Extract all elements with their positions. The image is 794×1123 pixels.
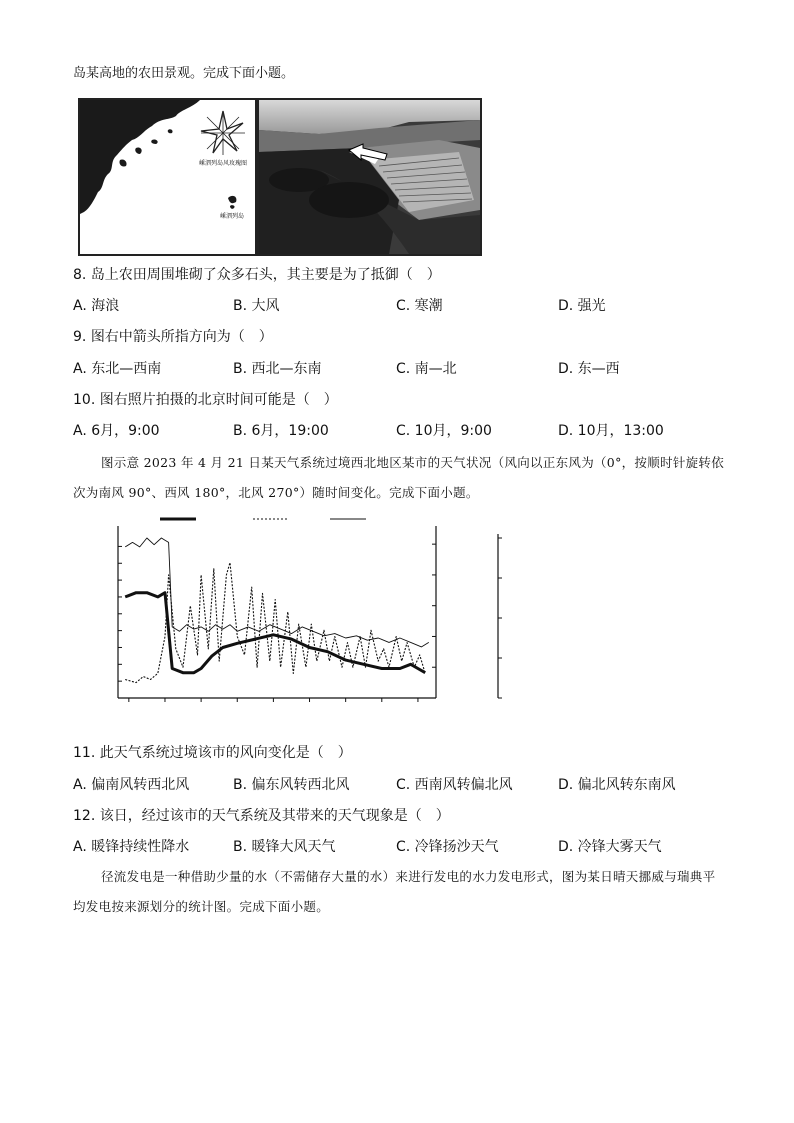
option-b[interactable]: B. 偏东风转西北风 bbox=[233, 777, 350, 793]
intro-bottom: 径流发电是一种借助少量的水（不需储存大量的水）来进行发电的水力发电形式，图为某日晴天挪威与瑞典平均发电按来源划分的统计图。完成下面小题。 bbox=[73, 869, 716, 914]
map-figure bbox=[78, 98, 257, 256]
intro-top: 岛某高地的农田景观。完成下面小题。 bbox=[73, 66, 295, 81]
windrose-label: 嵊泗列岛风玫瑰图 bbox=[199, 160, 248, 167]
question-number: 8. bbox=[73, 267, 87, 283]
question-number: 12. bbox=[73, 808, 96, 824]
question-number: 10. bbox=[73, 392, 96, 408]
option-c[interactable]: C. 冷锋扬沙天气 bbox=[396, 839, 499, 855]
series-line-能见度 bbox=[125, 593, 425, 673]
option-a[interactable]: A. 暖锋持续性降水 bbox=[73, 839, 190, 855]
option-d[interactable]: D. 冷锋大雾天气 bbox=[558, 839, 662, 855]
option-c[interactable]: C. 南—北 bbox=[396, 361, 457, 377]
question-stem: 该日，经过该市的天气系统及其带来的天气现象是（ ） bbox=[99, 808, 450, 824]
option-a[interactable]: A. 海浪 bbox=[73, 298, 120, 314]
question-stem: 岛上农田周围堆砌了众多石头，其主要是为了抵御（ ） bbox=[90, 267, 441, 283]
option-c[interactable]: C. 寒潮 bbox=[396, 298, 443, 314]
option-c[interactable]: C. 10月，9:00 bbox=[396, 423, 492, 439]
option-d[interactable]: D. 东—西 bbox=[558, 361, 620, 377]
question-stem: 此天气系统过境该市的风向变化是（ ） bbox=[99, 745, 352, 761]
option-b[interactable]: B. 6月，19:00 bbox=[233, 423, 329, 439]
option-d[interactable]: D. 强光 bbox=[558, 298, 606, 314]
option-b[interactable]: B. 西北—东南 bbox=[233, 361, 322, 377]
option-b[interactable]: B. 暖锋大风天气 bbox=[233, 839, 336, 855]
series-line-风向 bbox=[125, 538, 429, 647]
island-label: 嵊泗列岛 bbox=[220, 213, 245, 220]
windrose-icon bbox=[198, 108, 248, 158]
question-number: 11. bbox=[73, 745, 96, 761]
option-a[interactable]: A. 偏南风转西北风 bbox=[73, 777, 190, 793]
question-number: 9. bbox=[73, 329, 87, 345]
intro-mid: 图示意 2023 年 4 月 21 日某天气系统过境西北地区某市的天气状况（风向以正东风为（0°，按顺时针旋转依次为南风 90°、西风 180°，北风 270°）随时间变化。完成下面小题。 bbox=[73, 455, 725, 500]
option-b[interactable]: B. 大风 bbox=[233, 298, 280, 314]
weather-chart bbox=[68, 508, 588, 733]
option-a[interactable]: A. 东北—西南 bbox=[73, 361, 162, 377]
field-photo bbox=[257, 98, 482, 256]
option-d[interactable]: D. 10月，13:00 bbox=[558, 423, 664, 439]
option-a[interactable]: A. 6月，9:00 bbox=[73, 423, 160, 439]
question-stem: 图右中箭头所指方向为（ ） bbox=[90, 329, 273, 345]
question-stem: 图右照片拍摄的北京时间可能是（ ） bbox=[99, 392, 338, 408]
option-c[interactable]: C. 西南风转偏北风 bbox=[396, 777, 513, 793]
option-d[interactable]: D. 偏北风转东南风 bbox=[558, 777, 676, 793]
